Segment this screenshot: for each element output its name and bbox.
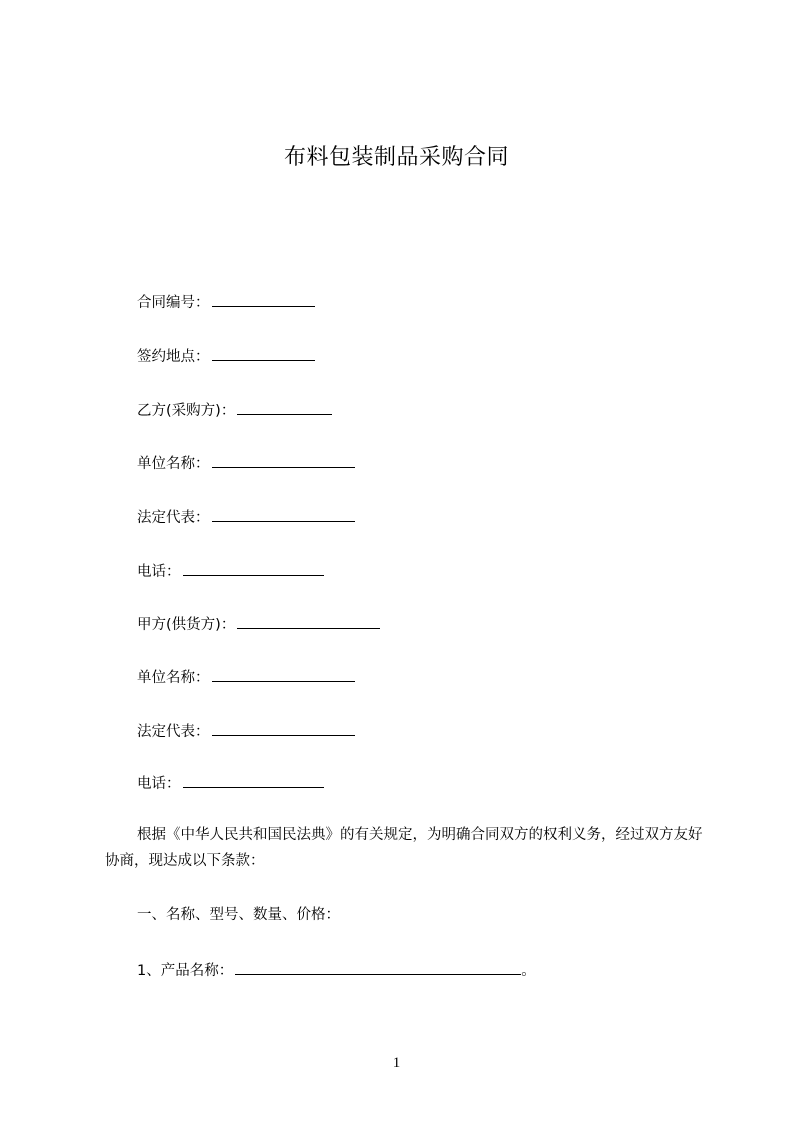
fill-in-blank[interactable] — [212, 345, 315, 361]
product-name-field — [137, 959, 536, 981]
party-a-legal-representative-field — [137, 720, 355, 742]
field-label: 甲方(供货方)： — [137, 617, 236, 633]
intro-paragraph: 根据《中华人民共和国民法典》的有关规定，为明确合同双方的权利义务，经过双方友好协商，现达成以下条款： — [105, 827, 703, 869]
party-b-legal-representative-field — [137, 506, 355, 528]
party-a-phone-field — [137, 772, 324, 794]
field-label: 电话： — [137, 564, 181, 580]
party-b-field — [137, 399, 332, 421]
field-label: 电话： — [137, 776, 181, 792]
fill-in-blank[interactable] — [235, 959, 521, 975]
fill-in-blank[interactable] — [237, 399, 332, 415]
party-a-field — [137, 613, 380, 635]
fill-in-blank[interactable] — [212, 720, 355, 736]
fill-in-blank[interactable] — [212, 291, 315, 307]
party-b-company-name-field — [137, 452, 355, 474]
fill-in-blank[interactable] — [183, 772, 324, 788]
field-label: 合同编号： — [137, 295, 210, 311]
field-label: 1、产品名称： — [137, 963, 234, 979]
field-label: 法定代表： — [137, 724, 210, 740]
party-a-company-name-field — [137, 666, 355, 688]
section-heading: 一、名称、型号、数量、价格： — [137, 907, 340, 923]
page-number: 1 — [392, 1055, 401, 1071]
document-title: 布料包装制品采购合同 — [283, 145, 509, 170]
fill-in-blank[interactable] — [237, 613, 380, 629]
signing-place-field — [137, 345, 315, 367]
fill-in-blank[interactable] — [212, 666, 355, 682]
field-label: 单位名称： — [137, 670, 210, 686]
fill-in-blank[interactable] — [212, 452, 355, 468]
field-label: 法定代表： — [137, 510, 210, 526]
contract-number-field — [137, 291, 315, 313]
fill-in-blank[interactable] — [212, 506, 355, 522]
field-label: 单位名称： — [137, 456, 210, 472]
sentence-end: 。 — [521, 963, 536, 979]
field-label: 签约地点： — [137, 349, 210, 365]
field-label: 乙方(采购方)： — [137, 403, 236, 419]
fill-in-blank[interactable] — [183, 560, 324, 576]
party-b-phone-field — [137, 560, 324, 582]
